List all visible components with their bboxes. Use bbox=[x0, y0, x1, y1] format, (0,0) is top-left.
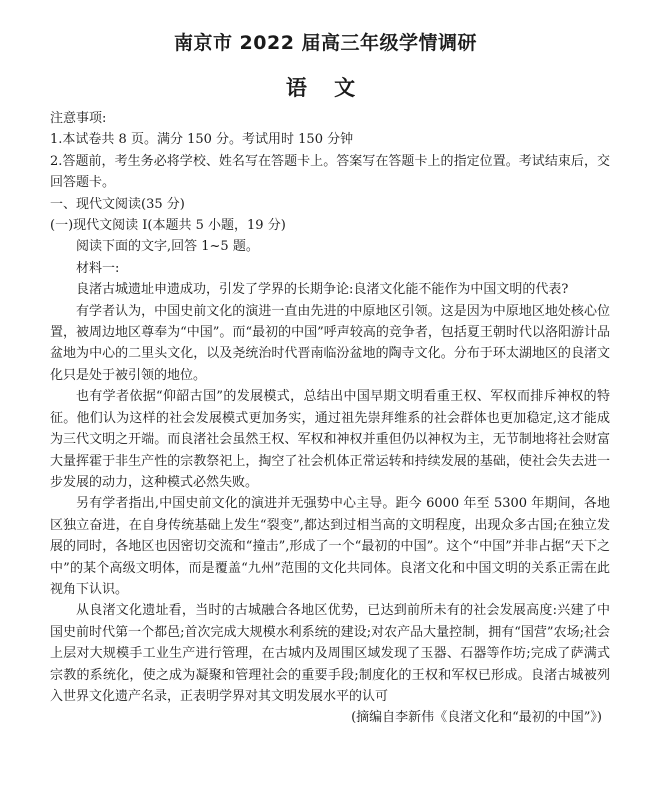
paragraph-3: 也有学者依据“仰韶古国”的发展模式，总结出中国早期文明看重王权、军权而排斥神权的特征。他们认为这样的社会发展模式更加务实，通过祖先崇拜维系的社会群体也更加稳定,这才能成为三代文明之开端。而良渚社会虽然王权、军权和神权并重但仍以神权为主，无节制地将社会财富大量挥霍于非生产性的宗教祭祀上，掏空了社会机体正常运转和持续发展的基础，使社会失去进一步发展的动力，这种模式必然失败。 bbox=[50, 389, 610, 490]
paragraph-2: 有学者认为，中国史前文化的演进一直由先进的中原地区引领。这是因为中原地区地处核心位置，被周边地区尊奉为“中国”。而“最初的中国”呼声较高的竞争者，包括夏王朝时代以洛阳游计品盆地为中心的二里头文化，以及尧统治时代晋南临汾盆地的陶寺文化。分布于环太湖地区的良渚文化只是处于被引领的地位。 bbox=[50, 303, 610, 383]
section-heading: 一、现代文阅读(35 分) bbox=[50, 196, 185, 212]
paragraph-5: 从良渚文化遗址看，当时的古城融合各地区优势，已达到前所未有的社会发展高度:兴建了中国史前时代第一个都邑;首次完成大规模水利系统的建设;对农产品大量控制，拥有“国营”农场;社会上层对大规模手工业生产进行管理，在古城内及周围区域发现了玉器、石器等作坊;完成了萨满式宗教的系统化，使之成为凝聚和管理社会的重要手段;制度化的王权和军权已形成。良渚古城被列入世界文化遗产名录，正表明学界对其文明发展水平的认可 bbox=[50, 603, 610, 704]
exam-body bbox=[50, 108, 610, 729]
notice-heading: 注意事项: bbox=[50, 111, 107, 126]
source-citation: (摘编自李新伟《良渚文化和“最初的中国”》) bbox=[351, 710, 602, 726]
notice-item-1: 1.本试卷共 8 页。满分 150 分。考试用时 150 分钟 bbox=[50, 132, 354, 148]
material-label: 材料一: bbox=[76, 260, 120, 276]
paragraph-1: 良渚古城遗址申遗成功，引发了学界的长期争论:良渚文化能不能作为中国文明的代表? bbox=[76, 282, 569, 298]
notice-item-2: 2.答题前，考生务必将学校、姓名写在答题卡上。答案写在答题卡上的指定位置。考试结束后，交回答题卡。 bbox=[50, 153, 610, 191]
exam-title: 南京市 2022 届高三年级学情调研 bbox=[173, 32, 478, 54]
reading-instruction: 阅读下面的文字,回答 1~5 题。 bbox=[76, 239, 259, 255]
paragraph-4: 另有学者指出,中国史前文化的演进并无强势中心主导。距今 6000 年至 5300 年期间，各地区独立奋进，在自身传统基础上发生“裂变”,都达到过相当高的文明程度，出现众多古国;在独立发展的同时，各地区也因密切交流和“撞击”,形成了一个“最初的中国”。这个“中国”并非占据“天下之中”的某个高级文明体，而是覆盖“九州”范围的文化共同体。良渚文化和中国文明的关系正需在此视角下认识。 bbox=[50, 496, 610, 597]
subject-title: 语 文 bbox=[285, 76, 366, 100]
subsection-heading: (一)现代文阅读 I(本题共 5 小题，19 分) bbox=[50, 218, 286, 234]
